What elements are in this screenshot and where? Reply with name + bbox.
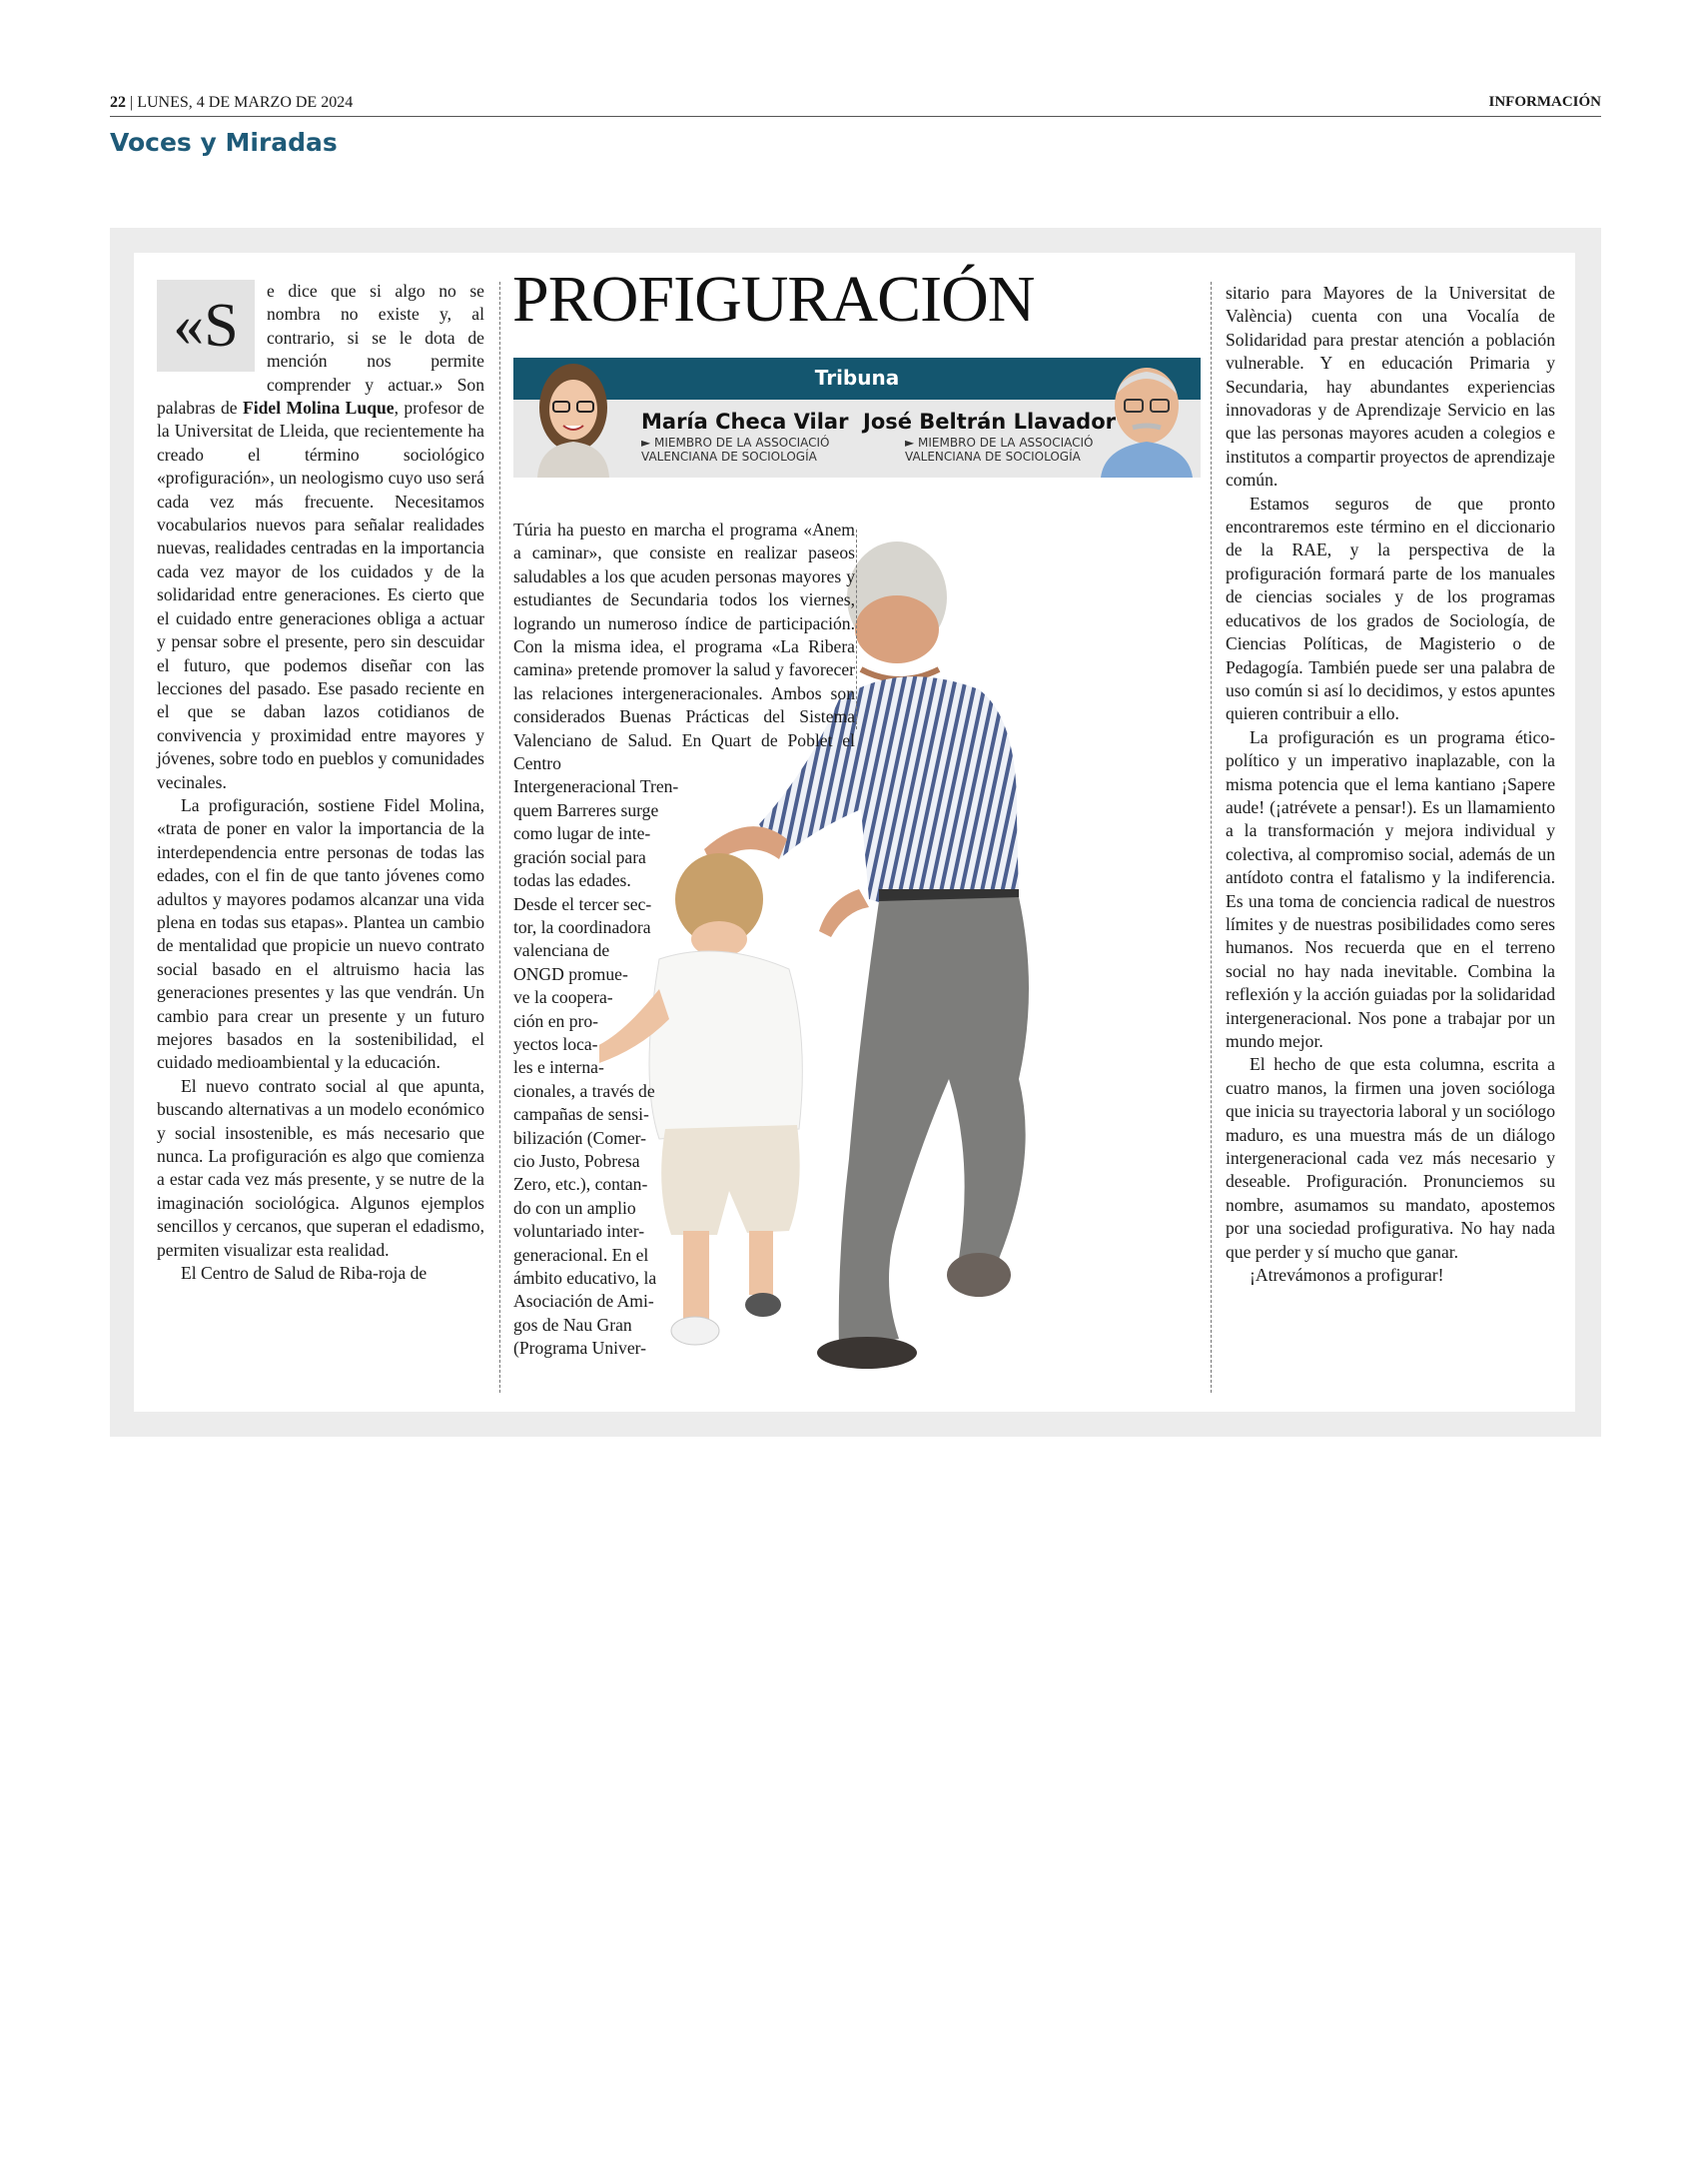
- author-role-maria: [641, 436, 830, 464]
- text-line: quem Barreres surge: [513, 799, 659, 820]
- text-line: todas las edades.: [513, 870, 631, 891]
- text-line: ción en pro-: [513, 1010, 599, 1031]
- author-role-line: ► MIEMBRO DE LA ASSOCIACIÓ: [641, 436, 830, 450]
- paragraph: El hecho de que esta columna, escrita a cuatro manos, la firmen una joven socióloga que inicia su trayectoria laboral y un sociólogo maduro, es una muestra más de un diálogo intergeneracional cada vez más necesario y deseable. Profiguración. Pronunciemos su nombre, asumamos su mandato, apostemos por una sociedad profigurativa. No hay nada que perder y sí mucho que ganar.: [1226, 1054, 1555, 1262]
- article-category: Tribuna: [513, 358, 1201, 400]
- paragraph: La profiguración es un programa ético-político y un imperativo inaplazable, con la misma potencia que el lema kantiano ¡Sapere aude! (¡atrévete a pensar!). Es un llamamiento a la transformación y mejora individual y colectiva, al compromiso social, además de un antídoto contra el fatalismo y la indiferencia. Es una toma de conciencia radical de nuestros límites y de nuestras posibilidades como seres humanos. Nos recuerda que en el terreno social no hay nada inevitable. Combina la reflexión y la acción guiadas por la solidaridad intergeneracional. Nos pone a trabajar por un mundo mejor.: [1226, 726, 1555, 1051]
- text-line: les e interna-: [513, 1057, 604, 1078]
- column-separator: [856, 530, 857, 729]
- text-line: campañas de sensi-: [513, 1104, 649, 1125]
- drop-cap: «S: [157, 280, 255, 372]
- author-role-line: VALENCIANA DE SOCIOLOGÍA: [641, 450, 817, 464]
- issue-date: LUNES, 4 DE MARZO DE 2024: [137, 94, 354, 111]
- author-role-jose: [905, 436, 1094, 464]
- publication-name: INFORMACIÓN: [1488, 94, 1601, 110]
- text-line: como lugar de inte-: [513, 823, 651, 844]
- text-line: tor, la coordinadora: [513, 916, 651, 937]
- column-separator: [1211, 282, 1212, 1393]
- article-column-1: [157, 280, 484, 1285]
- text-line: Desde el tercer sec-: [513, 893, 652, 914]
- text-line: Zero, etc.), contan-: [513, 1174, 648, 1195]
- author-role-line: VALENCIANA DE SOCIOLOGÍA: [905, 450, 1081, 464]
- paragraph: El nuevo contrato social al que apunta, buscando alternativas a un modelo económico y social insostenible, es más necesario que nunca. La profiguración es algo que comienza a estar cada vez más presente, y se nutre de la imaginación sociológica. Algunos ejemplos sencillos y cercanos, que superan el edadismo, permiten visualizar esta realidad.: [157, 1075, 484, 1260]
- text-line: ve la coopera-: [513, 987, 613, 1008]
- paragraph-text: , profesor de la Universitat de Lleida, que recientemente ha creado el término sociológico «profiguración», un neologismo cuyo uso será cada vez más frecuente. Necesitamos vocabularios nuevos para señalar realidades nuevas, realidades centradas en la importancia cada vez mayor de los cuidados y de la solidaridad entre generaciones. Es cierto que el cuidado entre generaciones obliga a actuar y pensar sobre el presente, pero sin descuidar el futuro, que podemos diseñar con las lecciones del pasado. Ese pasado reciente en el que se daban lazos cotidianos de convivencia y proximidad entre mayores y jóvenes, sobre todo en pueblos y comunidades vecinales.: [157, 398, 484, 792]
- header-rule: [110, 116, 1601, 117]
- author-role-line: ► MIEMBRO DE LA ASSOCIACIÓ: [905, 436, 1094, 450]
- page-number: 22: [110, 94, 126, 111]
- authors-bar: [513, 400, 1201, 478]
- paragraph: Estamos seguros de que pronto encontraremos este término en el diccionario de la RAE, y la perspectiva de la profiguración formará parte de los manuales de ciencias sociales y de los programas educativos de los grados de Sociología, de Ciencias Políticas, de Magisterio o de Pedagogía. También puede ser una palabra de uso común si así lo decidimos, y estos apuntes quieren contribuir a ello.: [1226, 493, 1555, 724]
- narrow-text-block: [513, 775, 688, 1360]
- paragraph-text: e dice que si algo no se nombra no existe y, al contrario, si se le dota de mención nos permite comprender y actuar.» Son palabras de: [157, 281, 484, 419]
- text-line: ámbito educativo, la: [513, 1268, 657, 1288]
- text-line: (Programa Univer-: [513, 1338, 647, 1359]
- text-line: cio Justo, Pobresa: [513, 1150, 640, 1171]
- author-name-maria: María Checa Vilar: [641, 410, 849, 434]
- paragraph: El Centro de Salud de Riba-roja de: [181, 1263, 427, 1284]
- column-separator: [499, 282, 500, 1393]
- paragraph: Túria ha puesto en marcha el programa «Anem a caminar», que consiste en realizar paseos saludables a los que acuden personas mayores y estudiantes de Secundaria todos los viernes, logrando un numeroso índice de participación. Con la misma idea, el programa «La Ribera camina» pretende promover la salud y favorecer las relaciones intergeneracionales. Ambos son considerados Buenas Prácticas del Sistema Valenciano de Salud. En Quart de Poblet el Centro: [513, 520, 855, 774]
- text-line: Asociación de Ami-: [513, 1291, 654, 1312]
- page-header-left: 22 | LUNES, 4 DE MARZO DE 2024: [110, 94, 354, 111]
- article-column-2: [513, 519, 855, 1361]
- text-line: generacional. En el: [513, 1244, 649, 1265]
- quoted-name: Fidel Molina Luque: [243, 398, 395, 419]
- text-line: gos de Nau Gran: [513, 1314, 632, 1335]
- text-line: ONGD promue-: [513, 963, 628, 984]
- text-line: cionales, a través de: [513, 1080, 655, 1101]
- text-line: bilización (Comer-: [513, 1127, 647, 1148]
- text-line: gración social para: [513, 846, 646, 867]
- text-line: Intergeneracional Tren-: [513, 776, 679, 797]
- paragraph: sitario para Mayores de la Universitat de València) cuenta con una Vocalía de Solidaridad para prestar atención a población vulnerable. Y en educación Primaria y Secundaria, hay abundantes experiencias innovadoras y de Aprendizaje Servicio en las que las personas mayores acuden a colegios e institutos a compartir proyectos de aprendizaje común.: [1226, 283, 1555, 491]
- paragraph: La profiguración, sostiene Fidel Molina, «trata de poner en valor la importancia de la interdependencia entre personas de todas las edades, con el fin de que tanto jóvenes como adultos y mayores podamos alcanzar una vida plena en todas sus etapas». Plantea un cambio de mentalidad que propicie un nuevo contrato social basado en el altruismo hacia las generaciones presentes y las que vendrán. Un cambio para crear un presente y un futuro mejores basados en la sostenibilidad, el cuidado medioambiental y la educación.: [157, 794, 484, 1073]
- text-line: voluntariado inter-: [513, 1221, 645, 1242]
- author-name-jose: José Beltrán Llavador: [863, 410, 1116, 434]
- author-photo-jose: [1097, 354, 1197, 478]
- article-column-3: [1226, 282, 1555, 1287]
- section-title: Voces y Miradas: [110, 128, 338, 157]
- paragraph: ¡Atrevámonos a profigurar!: [1250, 1265, 1444, 1286]
- text-line: valenciana de: [513, 940, 610, 961]
- text-line: do con un amplio: [513, 1197, 636, 1218]
- author-photo-maria: [529, 350, 617, 478]
- article-title: PROFIGURACIÓN: [512, 263, 1035, 336]
- text-line: yectos loca-: [513, 1033, 598, 1054]
